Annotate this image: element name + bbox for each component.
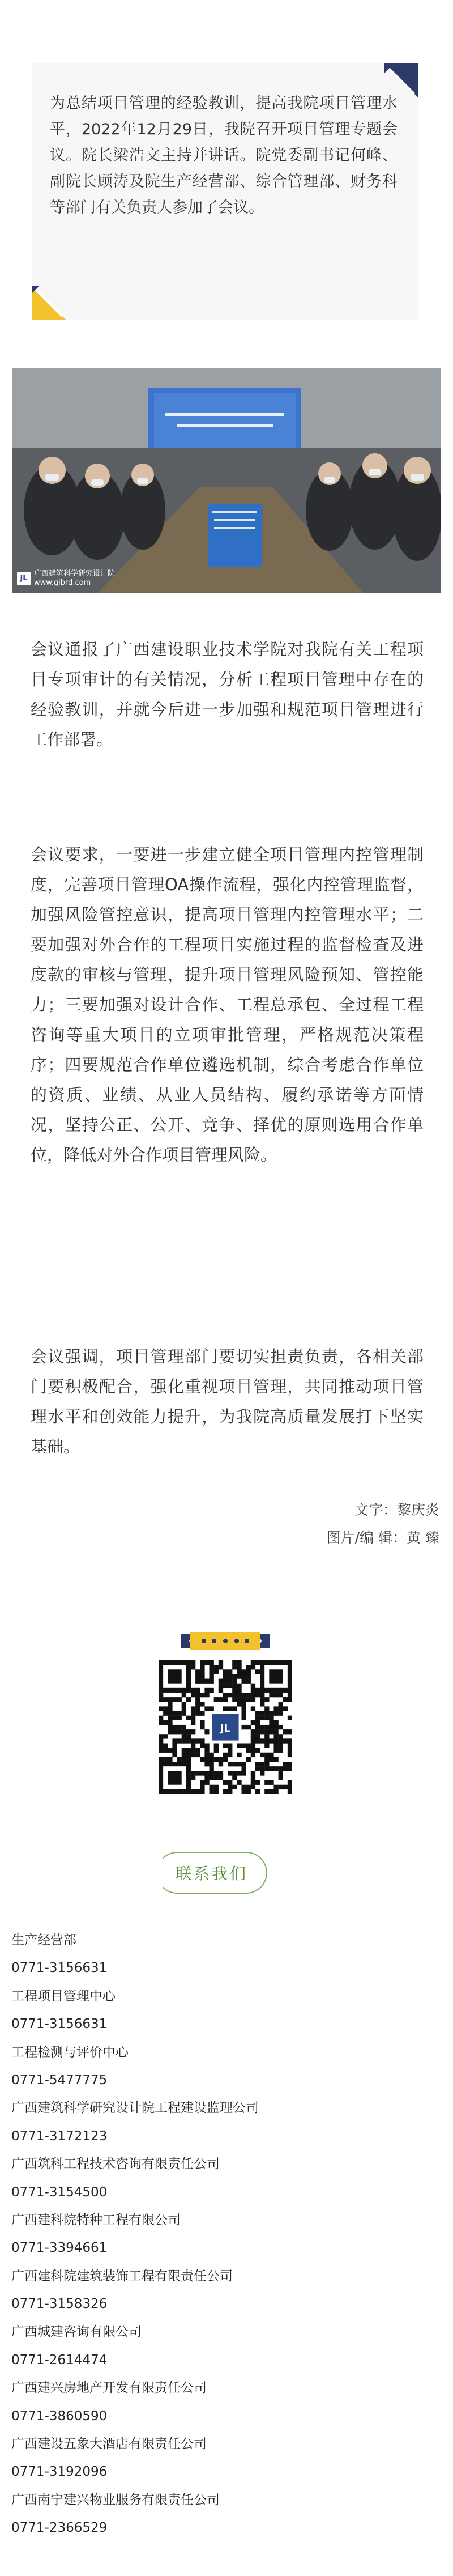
contact-department: 广西城建咨询有限公司 <box>11 2324 142 2340</box>
contact-phone[interactable]: 0771-3156631 <box>11 1961 108 1976</box>
intro-text: 为总结项目管理的经验教训，提高我院项目管理水平，2022年12月29日，我院召开项目管理专题会议。院长梁浩文主持并讲话。院党委副书记何峰、副院长顾涛及院生产经营部、综合管理部、财务科等部门有关负责人参加了会议。 <box>50 95 398 216</box>
photo-watermark <box>17 569 115 588</box>
contact-phone[interactable]: 0771-3860590 <box>11 2408 108 2424</box>
corner-decoration-icon <box>384 63 418 97</box>
contact-phone[interactable]: 0771-3394661 <box>11 2241 108 2256</box>
contact-department: 工程项目管理中心 <box>11 1988 116 2004</box>
contact-phone[interactable]: 0771-5477775 <box>11 2072 108 2088</box>
contact-department: 广西南宁建兴物业服务有限责任公司 <box>11 2492 220 2507</box>
contact-department: 生产经营部 <box>11 1933 76 1948</box>
meeting-scene-illustration <box>12 368 441 593</box>
qr-center-logo-icon: JL <box>220 1723 231 1735</box>
watermark-url: www.gibrd.com <box>34 579 91 587</box>
contact-department: 广西建科院建筑装饰工程有限责任公司 <box>11 2268 233 2284</box>
qr-code[interactable] <box>159 1660 292 1794</box>
editor-credit: 图片/编 辑：黄 臻 <box>326 1529 439 1546</box>
text-credit: 文字：黎庆炎 <box>354 1502 439 1518</box>
contact-department: 广西建科院特种工程有限公司 <box>11 2212 181 2228</box>
contact-department: 广西建设五象大酒店有限责任公司 <box>11 2437 207 2452</box>
ribbon-banner-icon <box>181 1629 270 1653</box>
contact-department: 广西建兴房地产开发有限责任公司 <box>11 2381 207 2396</box>
contact-department: 广西建筑科学研究设计院工程建设监理公司 <box>11 2101 259 2116</box>
contact-department: 广西筑科工程技术咨询有限责任公司 <box>11 2157 220 2172</box>
contact-phone[interactable]: 0771-3172123 <box>11 2128 108 2144</box>
paragraph-3: 会议强调，项目管理部门要切实担责负责，各相关部门要积极配合，强化重视项目管理，共同推动项目管理水平和创效能力提升，为我院高质量发展打下坚实基础。 <box>31 1347 424 1456</box>
contact-phone[interactable]: 0771-3156631 <box>11 2017 108 2032</box>
paragraph-2: 会议要求，一要进一步建立健全项目管理内控管理制度，完善项目管理OA操作流程，强化内控管理监督，加强风险管控意识，提高项目管理内控管理水平；二要加强对外合作的工程项目实施过程的监督检查及进度款的审核与管理，提升项目管理风险预知、管控能力；三要加强对设计合作、工程总承包、全过程工程咨询等重大项目的立项审批管理，严格规范决策程序；四要规范合作单位遴选机制，综合考虑合作单位的资质、业绩、从业人员结构、履约承诺等方面情况，坚持公正、公开、竞争、择优的原则选用合作单位，降低对外合作项目管理风险。 <box>31 845 424 1164</box>
contact-list <box>11 1927 442 2543</box>
contact-us-heading: 联系我们 <box>156 1852 267 1894</box>
corner-decoration-icon <box>32 286 66 320</box>
contact-phone[interactable]: 0771-2614474 <box>11 2352 108 2367</box>
contact-phone[interactable]: 0771-2366529 <box>11 2520 108 2536</box>
meeting-photo <box>12 368 441 593</box>
contact-phone[interactable]: 0771-3158326 <box>11 2297 108 2312</box>
paragraph-1: 会议通报了广西建设职业技术学院对我院有关工程项目专项审计的有关情况，分析工程项目管理中存在的经验教训，并就今后进一步加强和规范项目管理进行工作部署。 <box>31 640 424 749</box>
contact-phone[interactable]: 0771-3192096 <box>11 2464 108 2480</box>
institute-logo-icon: JL <box>17 572 31 585</box>
intro-box <box>32 63 418 320</box>
watermark-name: 广西建筑科学研究设计院 <box>34 569 116 578</box>
contact-department: 工程检测与评价中心 <box>11 2044 129 2060</box>
contact-phone[interactable]: 0771-3154500 <box>11 2184 108 2200</box>
